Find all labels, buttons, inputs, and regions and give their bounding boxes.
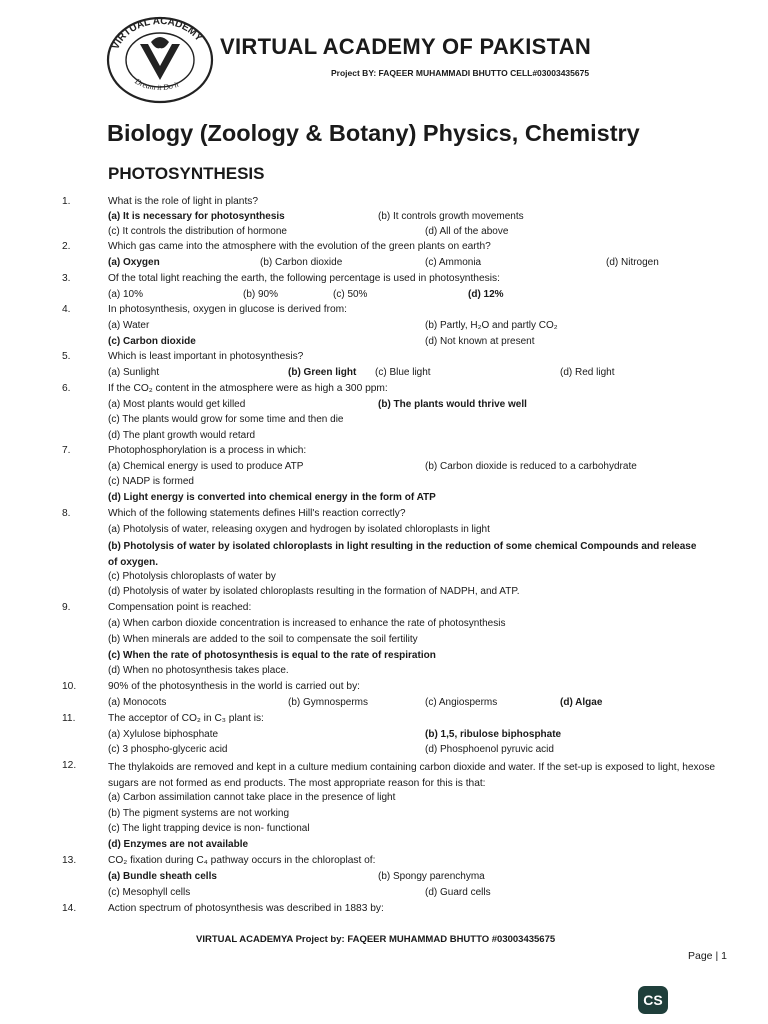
option-a: (a) Most plants would get killed xyxy=(108,399,246,410)
option-d: (d) Guard cells xyxy=(425,887,491,898)
option-b: (b) Gymnosperms xyxy=(288,697,369,708)
question-number: 1. xyxy=(62,196,71,207)
option-c: (c) Angiosperms xyxy=(425,697,498,708)
option-c: (c) Blue light xyxy=(375,367,431,378)
logo-motto-text: Dream it Do it xyxy=(133,76,181,93)
option-a-answer: (a) Oxygen xyxy=(108,257,160,268)
option-d-answer: (d) 12% xyxy=(468,289,504,300)
option-c-answer: (c) Carbon dioxide xyxy=(108,336,196,347)
option-c: (c) It controls the distribution of hormone xyxy=(108,226,287,237)
question-text: The acceptor of CO₂ in C₃ plant is: xyxy=(108,713,264,724)
question-number: 7. xyxy=(62,445,71,456)
question-text: 90% of the photosynthesis in the world is carried out by: xyxy=(108,681,360,692)
topic-heading: PHOTOSYNTHESIS xyxy=(108,164,265,183)
option-a: (a) Sunlight xyxy=(108,367,160,378)
svg-text:Dream it Do it xyxy=(133,76,181,92)
option-b: (b) It controls growth movements xyxy=(378,211,524,222)
option-a: (a) Xylulose biphosphate xyxy=(108,729,219,740)
option-d-answer: (d) Enzymes are not available xyxy=(108,839,249,850)
option-d: (d) All of the above xyxy=(425,226,509,237)
option-b: (b) When minerals are added to the soil to compensate the soil fertility xyxy=(108,634,418,645)
option-a: (a) 10% xyxy=(108,289,144,300)
question-number: 4. xyxy=(62,304,71,315)
option-a-answer: (a) Bundle sheath cells xyxy=(108,871,217,882)
option-a: (a) Chemical energy is used to produce ATP xyxy=(108,461,304,472)
question-text: What is the role of light in plants? xyxy=(108,196,259,207)
subject-title: Biology (Zoology & Botany) Physics, Chemistry xyxy=(107,120,640,146)
org-name: VIRTUAL ACADEMY OF PAKISTAN xyxy=(220,34,592,59)
question-text: Which of the following statements defines Hill's reaction correctly? xyxy=(108,508,406,519)
question-number: 3. xyxy=(62,273,71,284)
question-text: If the CO₂ content in the atmosphere were as high a 300 ppm: xyxy=(108,383,388,394)
option-a: (a) Carbon assimilation cannot take place in the presence of light xyxy=(108,792,396,803)
option-a-answer: (a) It is necessary for photosynthesis xyxy=(108,211,285,222)
question-number: 8. xyxy=(62,508,71,519)
logo-arc-text: VIRTUAL ACADEMY xyxy=(110,15,205,52)
question-text: CO₂ fixation during C₄ pathway occurs in the chloroplast of: xyxy=(108,855,376,866)
option-a: (a) When carbon dioxide concentration is increased to enhance the rate of photosynthesis xyxy=(108,618,506,629)
option-b: (b) 90% xyxy=(243,289,279,300)
option-b: (b) Carbon dioxide is reduced to a carbohydrate xyxy=(425,461,637,472)
question-number: 2. xyxy=(62,241,71,252)
option-b: (b) The pigment systems are not working xyxy=(108,808,290,819)
option-d: (d) Nitrogen xyxy=(606,257,659,268)
question-text: Which gas came into the atmosphere with the evolution of the green plants on earth? xyxy=(108,241,491,252)
virtual-academy-logo xyxy=(104,14,216,106)
option-c-answer: (c) When the rate of photosynthesis is equal to the rate of respiration xyxy=(108,650,436,661)
question-number: 6. xyxy=(62,383,71,394)
question-text: Compensation point is reached: xyxy=(108,602,252,613)
option-c: (c) 3 phospho-glyceric acid xyxy=(108,744,228,755)
option-d: (d) Phosphoenol pyruvic acid xyxy=(425,744,554,755)
option-c: (c) Mesophyll cells xyxy=(108,887,191,898)
option-c: (c) NADP is formed xyxy=(108,476,194,487)
question-text: Of the total light reaching the earth, the following percentage is used in photosynthesis: xyxy=(108,273,500,284)
camscanner-badge-icon[interactable]: CS xyxy=(638,986,668,1014)
option-d: (d) Not known at present xyxy=(425,336,535,347)
option-b-answer: (b) The plants would thrive well xyxy=(378,399,527,410)
question-number: 13. xyxy=(62,855,77,866)
option-b: (b) Carbon dioxide xyxy=(260,257,343,268)
page-footer: VIRTUAL ACADEMYA Project by: FAQEER MUHAMMAD BHUTTO #03003435675 xyxy=(196,934,556,945)
option-c: (c) Ammonia xyxy=(425,257,482,268)
option-d: (d) Photolysis of water by isolated chloroplasts resulting in the formation of NADPH, and ATP. xyxy=(108,586,520,597)
question-number: 5. xyxy=(62,351,71,362)
question-text: The thylakoids are removed and kept in a culture medium containing carbon dioxide and water. If the set-up is exposed to light, hexose sugars are not formed as end products. The most appropriate reason for this is that: xyxy=(108,762,716,789)
option-d-answer: (d) Algae xyxy=(560,697,603,708)
option-a: (a) Water xyxy=(108,320,150,331)
option-d: (d) When no photosynthesis takes place. xyxy=(108,665,289,676)
option-c: (c) Photolysis chloroplasts of water by xyxy=(108,571,276,582)
option-c: (c) The plants would grow for some time and then die xyxy=(108,414,344,425)
option-b-answer: (b) 1,5, ribulose biphosphate xyxy=(425,729,562,740)
option-b: (b) Spongy parenchyma xyxy=(378,871,485,882)
option-c: (c) 50% xyxy=(333,289,368,300)
page-number: Page | 1 xyxy=(688,950,727,962)
question-number: 11. xyxy=(62,713,76,724)
question-number: 10. xyxy=(62,681,77,692)
option-d-answer: (d) Light energy is converted into chemical energy in the form of ATP xyxy=(108,492,436,503)
question-number: 14. xyxy=(62,903,77,914)
option-d: (d) The plant growth would retard xyxy=(108,430,256,441)
option-b-answer: (b) Green light xyxy=(288,367,357,378)
question-number: 9. xyxy=(62,602,71,613)
question-text: Which is least important in photosynthesis? xyxy=(108,351,304,362)
option-b: (b) Partly, H₂O and partly CO₂ xyxy=(425,320,558,331)
option-a: (a) Monocots xyxy=(108,697,167,708)
question-text: In photosynthesis, oxygen in glucose is derived from: xyxy=(108,304,347,315)
question-text: Action spectrum of photosynthesis was described in 1883 by: xyxy=(108,903,384,914)
question-number: 12. xyxy=(62,760,77,771)
project-line: Project BY: FAQEER MUHAMMADI BHUTTO CELL#03003435675 xyxy=(331,68,590,78)
question-text: Photophosphorylation is a process in which: xyxy=(108,445,307,456)
option-c: (c) The light trapping device is non- functional xyxy=(108,823,310,834)
option-d: (d) Red light xyxy=(560,367,615,378)
option-b-answer: (b) Photolysis of water by isolated chloroplasts in light resulting in the reduction of some chemical Compounds and release of oxygen. xyxy=(108,541,697,568)
option-a: (a) Photolysis of water, releasing oxygen and hydrogen by isolated chloroplasts in light xyxy=(108,524,490,535)
